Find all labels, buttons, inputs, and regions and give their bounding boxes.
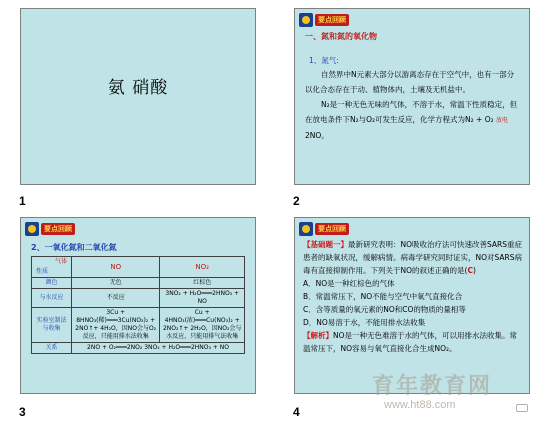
- slide-3-number: 3: [19, 405, 26, 419]
- slide-4-number: 4: [293, 405, 300, 419]
- table-cell: 2NO + O₂═══2NO₂ 3NO₂ + H₂O═══2HNO₃ + NO: [72, 343, 245, 354]
- option-d: D．NO易溶于水，不能用排水法收集: [303, 318, 426, 327]
- badge-label: 要点回顾: [41, 223, 75, 235]
- slide-1-number: 1: [19, 194, 26, 208]
- table-cell: 3Cu + 8HNO₃(稀)═══3Cu(NO₃)₂ + 2NO↑+ 4H₂O，因NO会与O₂反应，只能用排水法收集: [72, 308, 160, 343]
- column-header: NO₂: [160, 257, 245, 278]
- badge-label: 要点回顾: [315, 14, 349, 26]
- slide-1-title: 氨 硝酸: [107, 78, 169, 98]
- table-cell: 不反应: [72, 289, 160, 308]
- watermark-url: www.ht88.com: [384, 399, 456, 411]
- badge-logo-icon: [299, 222, 313, 236]
- question-paragraph: [303, 238, 523, 277]
- review-badge: [25, 222, 75, 236]
- option-c: C．含等质量的氧元素的NO和CO的物质的量相等: [303, 305, 466, 314]
- table-cell: 无色: [72, 278, 160, 289]
- table-row: [32, 343, 245, 354]
- analysis-text: NO是一种无色难溶于水的气体，可以用排水法收集。常温常压下，NO容易与氧气直接化合生成NO₂。: [303, 331, 518, 353]
- slide-3-heading: 2、一氧化氮和二氧化氮: [31, 243, 117, 252]
- paragraph-1: 自然界中N元素大部分以游离态存在于空气中，也有一部分以化合态存在于动、植物体内，土壤及无机盐中。: [305, 70, 515, 94]
- review-badge: [299, 13, 349, 27]
- table-cell: 3NO₂ + H₂O═══2HNO₃ + NO: [160, 289, 245, 308]
- slide-2-heading: 一、氮和氮的氧化物: [305, 32, 377, 41]
- slide-3-thumbnail[interactable]: [20, 217, 256, 394]
- badge-logo-icon: [25, 222, 39, 236]
- table-corner-cell: [32, 257, 72, 278]
- slide-4-body: [303, 238, 523, 355]
- review-badge: [299, 222, 349, 236]
- slide-2-paragraph: [305, 67, 521, 143]
- option-a: A．NO是一种红棕色的气体: [303, 279, 395, 288]
- slide-4-thumbnail[interactable]: [294, 217, 530, 394]
- column-header: NO: [72, 257, 160, 278]
- paragraph-2-part-b: 2NO。: [305, 131, 329, 140]
- table-cell: 红棕色: [160, 278, 245, 289]
- slide-2-number: 2: [293, 194, 300, 208]
- row-label: 与水反应: [32, 289, 72, 308]
- table-row: [32, 308, 245, 343]
- paragraph-2-part-a: N₂是一种无色无味的气体，不溶于水，常温下性质稳定，但在放电条件下N₂与O₂可发生反应，化学方程式为N₂ + O₂: [305, 100, 518, 124]
- analysis-paragraph: [303, 329, 523, 355]
- question-text: 最新研究表明：NO吸收治疗法可快速改善SARS重症患者的缺氧状况，缓解病情。病毒学研究同时证实，NO对SARS病毒有直接抑制作用。下列关于NO的叙述正确的是(: [303, 240, 523, 275]
- row-label: 实验室制法与收集: [32, 308, 72, 343]
- watermark-box-icon: [516, 404, 528, 412]
- question-answer: C: [467, 266, 473, 275]
- row-label: 关系: [32, 343, 72, 354]
- question-close: ): [472, 266, 476, 275]
- watermark-logo-text: 育年教育网: [372, 374, 493, 399]
- badge-label: 要点回顾: [315, 223, 349, 235]
- table-row: [32, 278, 245, 289]
- row-label: 颜色: [32, 278, 72, 289]
- slide-2-thumbnail[interactable]: [294, 8, 530, 185]
- corner-bottom-label: 性质: [36, 268, 49, 275]
- table-row: [32, 289, 245, 308]
- table-header-row: [32, 257, 245, 278]
- analysis-tag: 【解析】: [303, 331, 333, 340]
- comparison-table: [31, 256, 245, 354]
- slide-2-subheading: 1、氮气:: [309, 56, 339, 65]
- question-tag: 【基础题一】: [303, 240, 348, 249]
- table-cell: Cu + 4HNO₃(浓)═══Cu(NO₃)₂ + 2NO₂↑+ 2H₂O，因NO₂会与水反应，只能用排气法收集: [160, 308, 245, 343]
- corner-top-label: 气体: [54, 258, 67, 265]
- reaction-condition: 放电: [496, 117, 509, 124]
- option-b: B．常温常压下，NO不能与空气中氧气直接化合: [303, 292, 463, 301]
- badge-logo-icon: [299, 13, 313, 27]
- slide-1-thumbnail[interactable]: [20, 8, 256, 185]
